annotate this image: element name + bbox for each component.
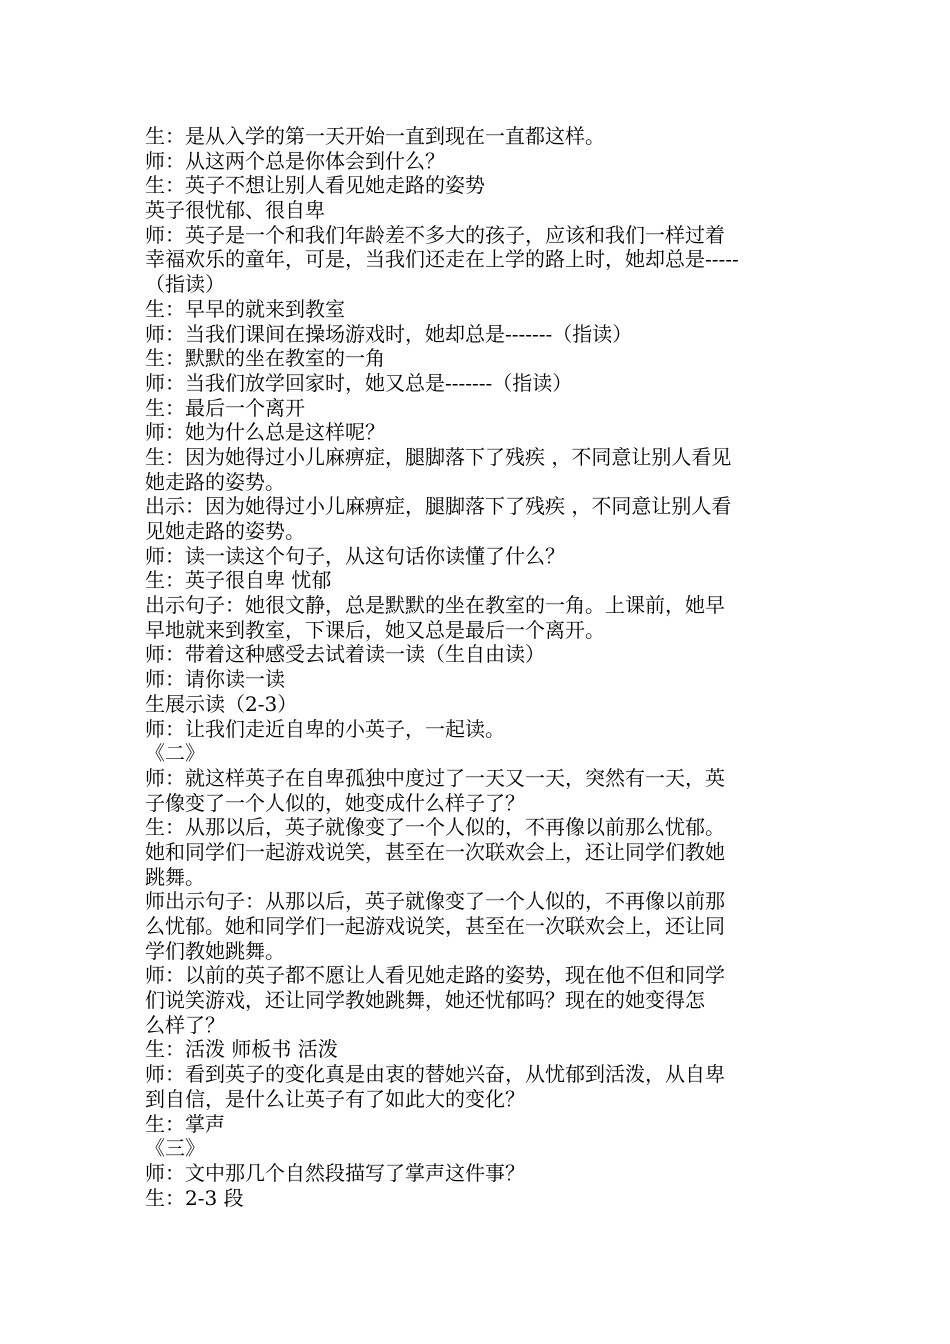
text-line: 生：默默的坐在教室的一角 (145, 346, 385, 371)
text-line: 师：英子是一个和我们年龄差不多大的孩子，应该和我们一样过着 (145, 222, 725, 247)
text-line: 生：英子很自卑 忧郁 (145, 568, 332, 593)
text-line: 出示句子：她很文静，总是默默的坐在教室的一角。上课前，她早 (145, 593, 725, 618)
text-line: 生：是从入学的第一天开始一直到现在一直都这样。 (145, 124, 605, 148)
section-heading: 《三》 (145, 1136, 205, 1161)
text-line: 生展示读（2-3） (145, 691, 298, 716)
text-line: 幸福欢乐的童年，可是，当我们还走在上学的路上时，她却总是----- (145, 247, 739, 272)
text-line: 学们教她跳舞。 (145, 938, 285, 963)
text-line: 师：请你读一读 (145, 667, 285, 692)
text-line: 师：她为什么总是这样呢？ (145, 420, 385, 445)
text-line: 师：读一读这个句子，从这句话你读懂了什么？ (145, 543, 565, 568)
text-line: 子像变了一个人似的，她变成什么样子了？ (145, 790, 525, 815)
text-line: 师：当我们课间在操场游戏时，她却总是-------（指读） (145, 321, 633, 346)
text-line: 她和同学们一起游戏说笑，甚至在一次联欢会上，还让同学们教她 (145, 839, 725, 864)
text-line: 师：文中那几个自然段描写了掌声这件事？ (145, 1160, 525, 1185)
text-line: 师：就这样英子在自卑孤独中度过了一天又一天，突然有一天，英 (145, 765, 725, 790)
text-line: 师：看到英子的变化真是由衷的替她兴奋，从忧郁到活泼，从自卑 (145, 1062, 725, 1087)
text-line: 到自信，是什么让英子有了如此大的变化？ (145, 1086, 525, 1111)
text-line: 生：早早的就来到教室 (145, 296, 345, 321)
text-line: 生：因为她得过小儿麻痹症，腿脚落下了残疾 ，不同意让别人看见 (145, 444, 732, 469)
text-line: 跳舞。 (145, 864, 205, 889)
text-line: 师出示句子：从那以后，英子就像变了一个人似的，不再像以前那 (145, 889, 725, 914)
text-line: 她走路的姿势。 (145, 469, 285, 494)
text-line: 出示：因为她得过小儿麻痹症，腿脚落下了残疾 ，不同意让别人看 (145, 494, 732, 519)
text-line: 见她走路的姿势。 (145, 519, 305, 543)
text-line: 生：从那以后，英子就像变了一个人似的，不再像以前那么忧郁。 (145, 815, 725, 840)
text-line: 师：当我们放学回家时，她又总是-------（指读） (145, 370, 573, 395)
text-line: 生：最后一个离开 (145, 395, 305, 420)
text-line: 生：英子不想让别人看见她走路的姿势 (145, 173, 485, 198)
text-line: 英子很忧郁、很自卑 (145, 198, 325, 223)
text-line: （指读） (145, 272, 225, 297)
section-heading: 《二》 (145, 741, 205, 766)
text-line: 么忧郁。她和同学们一起游戏说笑，甚至在一次联欢会上，还让同 (145, 914, 725, 938)
text-line: 师：以前的英子都不愿让人看见她走路的姿势，现在他不但和同学 (145, 963, 725, 988)
text-line: 早地就来到教室，下课后，她又总是最后一个离开。 (145, 617, 605, 642)
text-line: 生：2-3 段 (145, 1185, 244, 1210)
text-line: 生：掌声 (145, 1111, 225, 1136)
text-line: 师：带着这种感受去试着读一读（生自由读） (145, 642, 545, 667)
text-line: 生：活泼 师板书 活泼 (145, 1037, 338, 1062)
text-line: 师：让我们走近自卑的小英子，一起读。 (145, 716, 505, 741)
text-line: 们说笑游戏，还让同学教她跳舞，她还忧郁吗？现在的她变得怎 (145, 988, 705, 1013)
document-body (145, 124, 810, 1210)
text-line: 师：从这两个总是你体会到什么？ (145, 148, 445, 173)
text-line: 么样了？ (145, 1012, 225, 1037)
